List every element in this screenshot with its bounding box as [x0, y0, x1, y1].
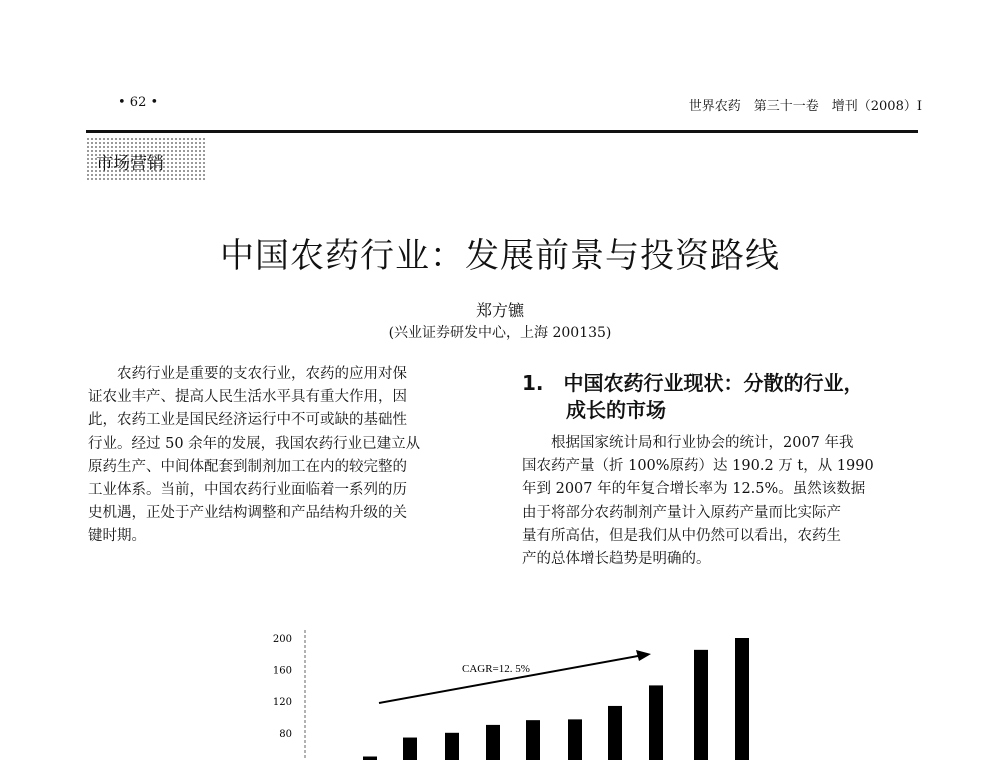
page-number: • 62 •: [118, 95, 159, 110]
text-line: 农药行业是重要的支农行业，农药的应用对保: [88, 366, 407, 382]
section-label: 市场营销: [96, 154, 164, 174]
heading-line: 成长的市场: [566, 398, 666, 422]
text-line: 根据国家统计局和行业协会的统计，2007 年我: [522, 435, 854, 451]
text-line: 由于将部分农药制剂产量计入原药产量而比实际产: [522, 504, 841, 521]
text-line: 国农药产量（折 100%原药）达 190.2 万 t，从 1990: [522, 458, 874, 475]
journal-header: 世界农药 第三十一卷 增刊（2008）Ⅰ: [688, 99, 922, 114]
y-tick-label: 80: [279, 728, 292, 740]
text-line: 产的总体增长趋势是明确的。: [522, 551, 711, 568]
text-line: 键时期。: [88, 528, 146, 545]
bar: [486, 725, 500, 760]
section-heading: [522, 370, 864, 424]
y-tick-label: 200: [272, 634, 292, 645]
text-line: 行业。经过 50 余年的发展，我国农药行业已建立从: [88, 435, 421, 452]
bar: [735, 638, 749, 760]
author: 郑方镳: [475, 301, 524, 320]
text-line: 工业体系。当前，中国农药行业面临着一系列的历: [88, 482, 407, 499]
bar: [403, 738, 417, 760]
article-title: 中国农药行业：发展前景与投资路线: [220, 236, 780, 276]
bar: [568, 719, 582, 760]
affiliation: (兴业证券研发中心，上海 200135): [388, 325, 612, 341]
y-tick-label: 120: [272, 697, 292, 709]
bar: [526, 720, 540, 760]
text-line: 原药生产、中间体配套到制剂加工在内的较完整的: [88, 458, 407, 475]
bar: [694, 650, 708, 760]
section-label-box: [86, 137, 206, 181]
text-line: 年到 2007 年的年复合增长率为 12.5%。虽然该数据: [522, 481, 866, 498]
heading-line: 1. 中国农药行业现状：分散的行业，: [522, 371, 864, 395]
header-rule: [86, 130, 918, 133]
bar: [608, 706, 622, 760]
text-line: 量有所高估，但是我们从中仍然可以看出，农药生: [522, 527, 841, 544]
bar: [363, 757, 377, 760]
cagr-annotation: CAGR=12. 5%: [462, 663, 530, 675]
production-bar-chart: [240, 620, 780, 760]
bar: [649, 685, 663, 760]
intro-paragraph: [88, 363, 493, 549]
bar: [445, 733, 459, 760]
text-line: 史机遇，正处于产业结构调整和产品结构升级的关: [88, 505, 407, 522]
arrow-head-icon: [636, 650, 651, 661]
text-line: 此，农药工业是国民经济运行中不可或缺的基础性: [88, 412, 407, 429]
body-paragraph: [522, 432, 917, 571]
text-line: 证农业丰产、提高人民生活水平具有重大作用，因: [88, 389, 407, 406]
y-tick-label: 160: [272, 665, 292, 677]
